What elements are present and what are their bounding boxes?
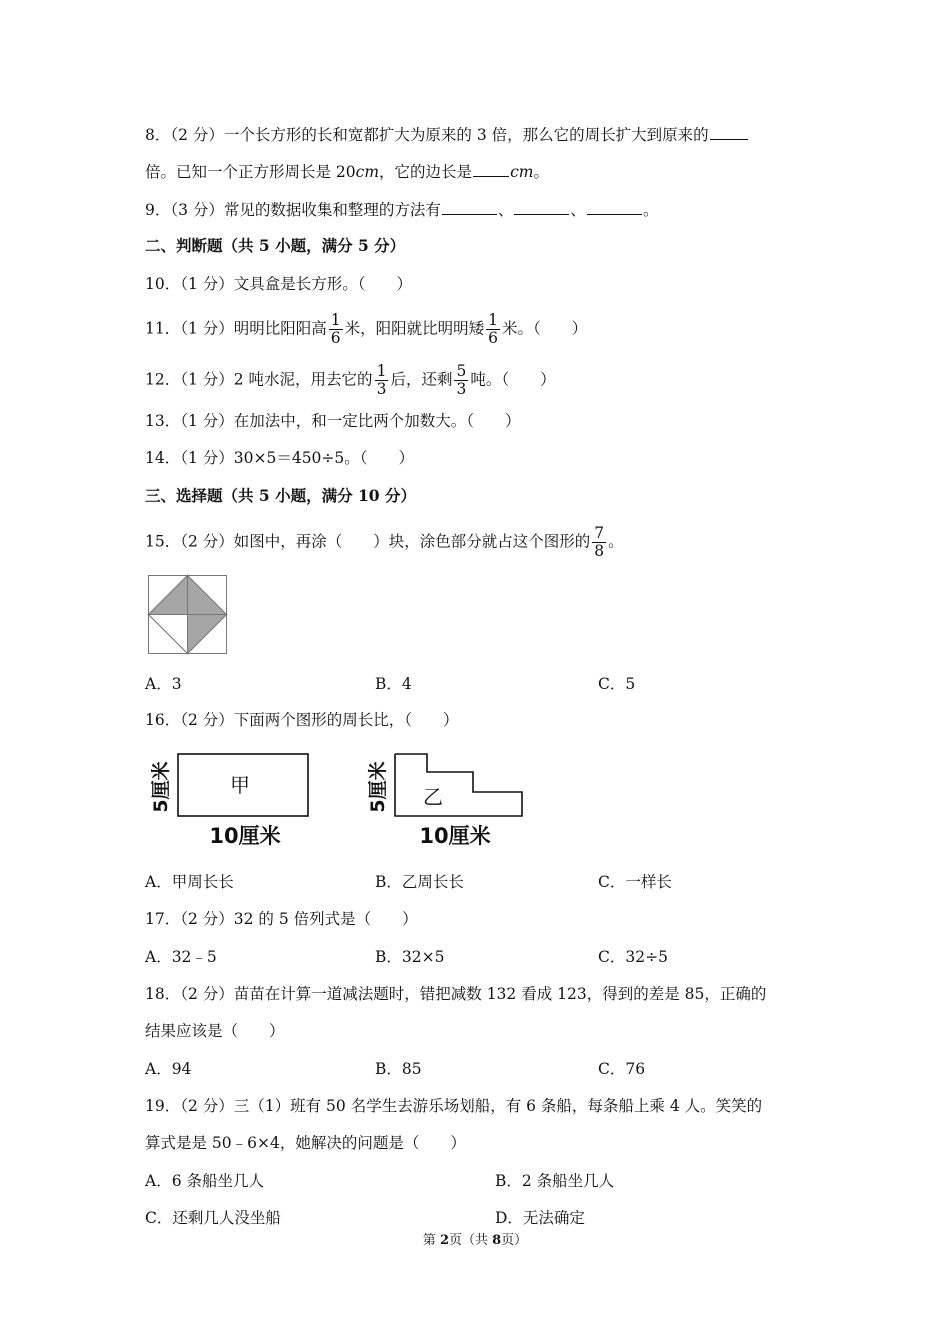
figure-label-yi: 乙 — [423, 785, 443, 809]
answer-blank[interactable] — [710, 124, 748, 140]
fraction — [375, 363, 389, 398]
q8-unit: cm — [355, 163, 380, 181]
question-11 — [145, 312, 587, 347]
question-8-line-1 — [145, 124, 749, 145]
question-18-line-2: 结果应该是（ ） — [145, 1022, 285, 1040]
denominator: 6 — [488, 329, 499, 347]
q12-text-b: 后，还剩 — [390, 370, 453, 389]
q8-text-c: ，它的边长是 — [379, 163, 473, 181]
width-label: 10厘米 — [419, 824, 491, 848]
question-15 — [145, 525, 624, 560]
total-pages: 8 — [492, 1233, 502, 1248]
option-b[interactable]: B．85 — [375, 1060, 422, 1078]
section-3-heading: 三、选择题（共 5 小题，满分 10 分） — [145, 486, 416, 505]
option-c[interactable]: C．还剩几人没坐船 — [145, 1209, 281, 1227]
answer-blank[interactable] — [473, 161, 509, 177]
q11-text-b: 米，阳阳就比明明矮 — [344, 319, 485, 338]
q9-sep: 、 — [570, 201, 586, 219]
q11-text-a: 11．（1 分）明明比阳阳高 — [145, 319, 327, 338]
option-a[interactable]: A．甲周长长 — [145, 873, 234, 891]
option-c[interactable]: C．5 — [598, 675, 636, 693]
numerator: 1 — [330, 311, 341, 329]
width-label: 10厘米 — [209, 824, 281, 848]
option-b[interactable]: B．乙周长长 — [375, 873, 464, 891]
option-b[interactable]: B．32×5 — [375, 948, 445, 966]
q8-text-a: 8．（2 分）一个长方形的长和宽都扩大为原来的 3 倍，那么它的周长扩大到原来的 — [145, 126, 709, 144]
question-19-line-1: 19．（2 分）三（1）班有 50 名学生去游乐场划船，有 6 条船，每条船上乘 4 人。笑笑的 — [145, 1097, 763, 1115]
section-2-heading: 二、判断题（共 5 小题，满分 5 分） — [145, 236, 406, 255]
footer-text: 第 — [422, 1233, 440, 1248]
denominator: 3 — [376, 380, 387, 398]
fraction — [329, 312, 343, 347]
question-10: 10．（1 分）文具盒是长方形。（ ） — [145, 275, 413, 293]
numerator: 1 — [376, 362, 387, 380]
option-b[interactable]: B．4 — [375, 675, 412, 693]
q9-end: 。 — [642, 201, 659, 219]
page-footer — [0, 1229, 950, 1248]
q8-text-end: 。 — [533, 163, 549, 181]
denominator: 6 — [330, 329, 341, 347]
q15-text-a: 15．（2 分）如图中，再涂（ ）块，涂色部分就占这个图形的 — [145, 532, 591, 551]
numerator: 1 — [488, 311, 499, 329]
q16-figure-jia — [148, 750, 318, 850]
fraction — [454, 363, 468, 398]
question-16: 16．（2 分）下面两个图形的周长比，（ ） — [145, 711, 459, 729]
answer-blank[interactable] — [442, 199, 497, 215]
q15-square-figure — [148, 575, 228, 655]
answer-blank[interactable] — [587, 199, 642, 215]
q16-figure-yi — [365, 750, 535, 850]
figure-label-jia: 甲 — [230, 773, 250, 797]
q8-unit: cm — [510, 163, 534, 181]
answer-blank[interactable] — [514, 199, 569, 215]
option-a[interactable]: A．3 — [145, 675, 182, 693]
q12-text-c: 吨。（ ） — [470, 370, 556, 389]
height-label: 5厘米 — [150, 761, 172, 813]
option-a[interactable]: A．6 条船坐几人 — [145, 1172, 264, 1190]
question-8-line-2 — [145, 161, 549, 182]
option-c[interactable]: C．一样长 — [598, 873, 672, 891]
question-12 — [145, 363, 556, 398]
denominator: 3 — [456, 380, 467, 398]
page-number: 2 — [439, 1233, 449, 1248]
option-b[interactable]: B．2 条船坐几人 — [495, 1172, 615, 1190]
option-c[interactable]: C．32÷5 — [598, 948, 668, 966]
option-d[interactable]: D．无法确定 — [495, 1209, 585, 1227]
q15-text-c: 。 — [608, 532, 624, 551]
question-17: 17．（2 分）32 的 5 倍列式是（ ） — [145, 910, 418, 928]
option-a[interactable]: A．32﹣5 — [145, 948, 217, 966]
question-13: 13．（1 分）在加法中，和一定比两个加数大。（ ） — [145, 412, 521, 430]
q8-text-b: 倍。已知一个正方形周长是 20 — [145, 163, 356, 181]
option-c[interactable]: C．76 — [598, 1060, 646, 1078]
numerator: 5 — [456, 362, 467, 380]
question-9 — [145, 199, 658, 220]
footer-text: 页） — [501, 1233, 528, 1248]
question-19-line-2: 算式是是 50﹣6×4，她解决的问题是（ ） — [145, 1134, 466, 1152]
denominator: 8 — [594, 542, 605, 560]
q12-text-a: 12．（1 分）2 吨水泥，用去它的 — [145, 370, 373, 389]
question-14: 14．（1 分）30×5＝450÷5。（ ） — [145, 449, 415, 467]
q11-text-c: 米。（ ） — [502, 319, 588, 338]
fraction — [592, 525, 606, 560]
question-18-line-1: 18．（2 分）苗苗在计算一道减法题时，错把减数 132 看成 123，得到的差是 85，正确的 — [145, 985, 767, 1003]
footer-text: 页（共 — [448, 1233, 493, 1248]
q9-sep: 、 — [497, 201, 514, 219]
fraction — [486, 312, 500, 347]
numerator: 7 — [594, 524, 605, 542]
q9-text: 9．（3 分）常见的数据收集和整理的方法有 — [145, 201, 441, 219]
height-label: 5厘米 — [367, 761, 389, 813]
option-a[interactable]: A．94 — [145, 1060, 192, 1078]
